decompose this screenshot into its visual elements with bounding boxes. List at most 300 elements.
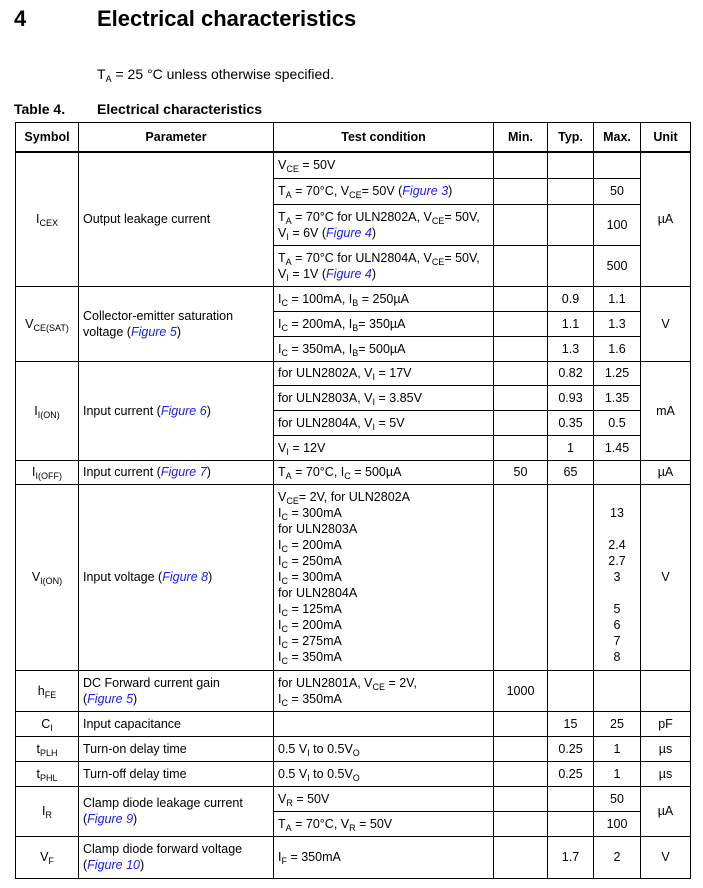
text: = 350mA [286, 850, 341, 864]
text: 5 [613, 602, 621, 616]
max-cell: 1 [594, 761, 641, 786]
text: Turn-off delay time [83, 766, 187, 781]
text: = 3.85V [375, 390, 422, 405]
min-cell [494, 836, 548, 878]
text: voltage ( [83, 324, 131, 339]
symbol-cell [16, 836, 79, 878]
figure-link[interactable]: Figure 4 [326, 266, 372, 281]
typ-cell [548, 484, 594, 670]
test-condition-cell [274, 670, 494, 711]
typ-cell [548, 786, 594, 811]
text: Input voltage ( [83, 570, 163, 584]
subscript: C [344, 471, 351, 481]
subscript: C [281, 347, 288, 358]
text: 7 [613, 634, 621, 648]
test-condition-cell [274, 204, 494, 245]
test-condition-cell [274, 152, 494, 178]
symbol-cell [16, 484, 79, 670]
text: Clamp diode leakage current [83, 796, 243, 810]
subscript: I [286, 272, 289, 283]
symbol-cell [16, 736, 79, 761]
unit-cell: µA [641, 786, 691, 836]
text: DC Forward current gain [83, 675, 220, 690]
typ-cell: 0.25 [548, 736, 594, 761]
test-condition-cell [274, 336, 494, 361]
text: = 50V, [444, 250, 480, 265]
column-header: Min. [494, 123, 548, 153]
subscript: I(ON) [40, 576, 63, 586]
figure-link[interactable]: Figure 8 [162, 570, 209, 584]
symbol-cell [16, 670, 79, 711]
text: 0.5 V [278, 766, 308, 781]
subscript: A [285, 215, 292, 226]
subscript: I(ON) [37, 409, 60, 420]
text: ) [133, 812, 138, 826]
min-cell [494, 336, 548, 361]
min-cell: 50 [494, 460, 548, 484]
test-condition-cell [274, 435, 494, 460]
subscript: CE [286, 496, 299, 506]
electrical-characteristics-table [15, 122, 691, 879]
column-header: Symbol [16, 123, 79, 153]
typ-cell: 0.25 [548, 761, 594, 786]
text: = 350mA [287, 691, 342, 706]
figure-link[interactable]: Figure 9 [87, 812, 134, 826]
symbol-cell [16, 786, 79, 836]
subscript: I [307, 747, 310, 758]
unit-cell: mA [641, 361, 691, 460]
min-cell [494, 711, 548, 736]
text: 2.4 [608, 538, 626, 552]
subscript: B [352, 347, 359, 358]
table-row [16, 670, 691, 711]
subscript: C [281, 297, 288, 308]
text: = 500µA [358, 341, 406, 356]
text: = 100mA, I [287, 291, 353, 306]
text: = 50V [292, 791, 330, 806]
subscript: C [281, 544, 288, 554]
text: = 200mA, I [287, 316, 353, 331]
table-row [16, 152, 691, 178]
subscript: I [372, 421, 376, 432]
text: = 250µA [358, 291, 409, 306]
max-cell: 500 [594, 245, 641, 286]
text: = 70°C for ULN2804A, V [291, 250, 432, 265]
parameter-cell [79, 484, 274, 670]
section-title: Electrical characteristics [97, 6, 357, 31]
max-cell: 1.6 [594, 336, 641, 361]
subscript: C [281, 322, 288, 333]
text: for ULN2803A [278, 522, 358, 536]
text: ( [83, 691, 88, 706]
column-header: Unit [641, 123, 691, 153]
subscript: A [285, 190, 292, 200]
figure-link[interactable]: Figure 6 [160, 403, 207, 418]
parameter-cell [79, 361, 274, 460]
table-row [16, 460, 691, 484]
column-header: Parameter [79, 123, 274, 153]
subscript: R [349, 822, 356, 833]
figure-link[interactable]: Figure 7 [160, 465, 207, 479]
subscript: C [281, 640, 288, 650]
symbol-cell [16, 361, 79, 460]
min-cell [494, 761, 548, 786]
text: V [278, 158, 287, 173]
text: for ULN2804A, V [278, 415, 373, 430]
symbol-cell [16, 286, 79, 361]
typ-cell [548, 204, 594, 245]
max-cell: 1.25 [594, 361, 641, 385]
text: I [278, 650, 282, 664]
subscript: PLH [39, 747, 58, 758]
text [615, 586, 618, 600]
typ-cell: 1.3 [548, 336, 594, 361]
subscript: A [285, 471, 292, 481]
max-cell: 1 [594, 736, 641, 761]
subscript: C [281, 560, 288, 570]
text: ) [371, 266, 377, 281]
text: ) [176, 324, 181, 339]
subscript: FE [44, 689, 57, 700]
text: V [278, 490, 287, 504]
text: = 275mA [287, 634, 342, 648]
table-row [16, 736, 691, 761]
text: T [278, 184, 286, 198]
text: I [278, 570, 282, 584]
text: V [278, 440, 287, 455]
min-cell [494, 435, 548, 460]
min-cell [494, 245, 548, 286]
test-condition-cell [274, 311, 494, 336]
text: T [97, 66, 106, 82]
text: = 12V [288, 440, 326, 455]
min-cell [494, 178, 548, 204]
subscript: C [281, 656, 288, 666]
text: = 70°C, I [291, 465, 345, 479]
max-cell: 1.45 [594, 435, 641, 460]
typ-cell: 0.35 [548, 410, 594, 435]
text: Clamp diode forward voltage [83, 842, 243, 856]
max-cell: 1.35 [594, 385, 641, 410]
text: ( [83, 812, 88, 826]
test-condition-cell [274, 484, 494, 670]
typ-cell: 1 [548, 435, 594, 460]
text: ) [133, 691, 138, 706]
figure-link[interactable]: Figure 4 [326, 225, 372, 240]
unit-cell: µs [641, 736, 691, 761]
text: for ULN2803A, V [278, 390, 373, 405]
min-cell [494, 311, 548, 336]
text: Input current ( [83, 403, 161, 418]
subscript: CE(SAT) [33, 322, 69, 333]
test-condition-cell [274, 385, 494, 410]
text: ) [139, 858, 145, 872]
min-cell [494, 286, 548, 311]
text: V [31, 570, 41, 584]
text: = 200mA [287, 538, 342, 552]
table-row [16, 484, 691, 670]
column-header: Test condition [274, 123, 494, 153]
figure-link[interactable]: Figure 5 [130, 324, 177, 339]
text: I [278, 316, 282, 331]
text [615, 522, 618, 536]
text: I [278, 618, 282, 632]
text: 8 [613, 650, 621, 664]
text: I [42, 804, 46, 818]
text: I [36, 212, 40, 227]
unit-cell: µA [641, 460, 691, 484]
figure-link[interactable]: Figure 3 [402, 184, 449, 198]
text: Turn-on delay time [83, 741, 187, 756]
min-cell [494, 385, 548, 410]
test-condition-cell [274, 836, 494, 878]
conditions-note [97, 66, 334, 82]
text: to 0.5V [309, 766, 353, 781]
table-label: Table 4. [14, 101, 66, 117]
test-condition-cell [274, 361, 494, 385]
table-row [16, 286, 691, 311]
text: 3 [613, 570, 621, 584]
typ-cell: 1.7 [548, 836, 594, 878]
test-condition-cell [274, 245, 494, 286]
text: = 17V [375, 366, 412, 380]
text: = 250mA [287, 554, 342, 568]
subscript: CEX [39, 218, 58, 229]
text: = 70°C, V [291, 184, 350, 198]
text: I [278, 850, 282, 864]
typ-cell: 1.1 [548, 311, 594, 336]
subscript: F [48, 856, 54, 866]
text: ) [208, 570, 213, 584]
unit-cell: µA [641, 152, 691, 286]
text: for ULN2804A [278, 586, 358, 600]
subscript: CE [431, 256, 445, 267]
subscript: I(OFF) [35, 471, 62, 481]
subscript: F [281, 856, 287, 866]
text: ) [206, 403, 211, 418]
text: t [36, 766, 40, 781]
max-cell [594, 152, 641, 178]
symbol-cell [16, 460, 79, 484]
test-condition-cell [274, 761, 494, 786]
text: ) [371, 225, 377, 240]
text: V [278, 791, 287, 806]
text: = 350µA [358, 316, 406, 331]
subscript: C [281, 624, 288, 634]
symbol-cell [16, 761, 79, 786]
max-cell: 100 [594, 811, 641, 836]
max-cell: 1.1 [594, 286, 641, 311]
parameter-cell [79, 711, 274, 736]
test-condition-cell [274, 286, 494, 311]
min-cell [494, 484, 548, 670]
table-row [16, 786, 691, 811]
subscript: CE [349, 190, 362, 200]
subscript: A [285, 822, 292, 833]
text: T [278, 209, 286, 224]
text: V [278, 266, 287, 281]
parameter-cell [79, 836, 274, 878]
max-cell: 25 [594, 711, 641, 736]
text: I [278, 506, 282, 520]
table-row [16, 711, 691, 736]
subscript: I [307, 772, 310, 783]
min-cell [494, 410, 548, 435]
text: 2.7 [608, 554, 626, 568]
text: ) [448, 184, 453, 198]
subscript: CE [431, 215, 445, 226]
text: V [40, 850, 49, 864]
text: I [278, 602, 282, 616]
test-condition-cell [274, 178, 494, 204]
subscript: O [352, 772, 360, 783]
text: I [32, 465, 36, 479]
subscript: C [281, 608, 288, 618]
subscript: C [281, 697, 288, 708]
text: = 70°C, V [291, 816, 350, 831]
text: Input capacitance [83, 716, 181, 731]
typ-cell: 15 [548, 711, 594, 736]
subscript: CE [372, 681, 386, 692]
subscript: I [372, 396, 376, 407]
test-condition-cell [274, 711, 494, 736]
parameter-cell [79, 761, 274, 786]
subscript: C [281, 512, 288, 522]
test-condition-cell [274, 736, 494, 761]
text: T [278, 465, 286, 479]
table-row [16, 761, 691, 786]
subscript: PHL [39, 772, 58, 783]
text: = 350mA [287, 650, 342, 664]
text: T [278, 816, 286, 831]
min-cell [494, 811, 548, 836]
text: = 2V, for ULN2802A [298, 490, 410, 504]
subscript: R [45, 810, 52, 820]
text: V [278, 225, 287, 240]
text: I [278, 691, 282, 706]
text: T [278, 250, 286, 265]
text: = 1V ( [288, 266, 327, 281]
max-cell: 0.5 [594, 410, 641, 435]
text: I [34, 403, 38, 418]
column-header: Max. [594, 123, 641, 153]
text: = 5V [375, 415, 405, 430]
subscript: B [352, 297, 359, 308]
text: for ULN2802A, V [278, 366, 373, 380]
typ-cell: 65 [548, 460, 594, 484]
typ-cell: 0.9 [548, 286, 594, 311]
text: = 200mA [287, 618, 342, 632]
section-heading [14, 6, 357, 32]
unit-cell: µs [641, 761, 691, 786]
max-cell [594, 460, 641, 484]
max-cell [594, 670, 641, 711]
unit-cell: V [641, 836, 691, 878]
table-header-row [16, 123, 691, 153]
test-condition-cell [274, 786, 494, 811]
text: = 50V ( [361, 184, 403, 198]
min-cell [494, 152, 548, 178]
text: = 25 °C unless otherwise specified. [111, 66, 334, 82]
typ-cell [548, 152, 594, 178]
text: 0.5 V [278, 741, 308, 756]
typ-cell: 0.93 [548, 385, 594, 410]
text: ( [83, 858, 88, 872]
min-cell [494, 736, 548, 761]
parameter-cell [79, 736, 274, 761]
text: = 300mA [287, 506, 342, 520]
typ-cell [548, 811, 594, 836]
typ-cell [548, 670, 594, 711]
table-title: Electrical characteristics [97, 101, 262, 117]
subscript: I [286, 446, 289, 457]
min-cell: 1000 [494, 670, 548, 711]
text: I [278, 538, 282, 552]
parameter-cell [79, 460, 274, 484]
figure-link[interactable]: Figure 10 [87, 858, 140, 872]
text: = 50V, [444, 209, 480, 224]
test-condition-cell [274, 460, 494, 484]
max-cell: 2 [594, 836, 641, 878]
parameter-cell [79, 670, 274, 711]
text: = 50V [298, 158, 336, 173]
max-cell: 100 [594, 204, 641, 245]
subscript: B [352, 322, 359, 333]
text: V [25, 316, 34, 331]
symbol-cell [16, 711, 79, 736]
parameter-cell [79, 286, 274, 361]
text: ) [206, 465, 211, 479]
text: = 350mA, I [287, 341, 353, 356]
text: I [278, 554, 282, 568]
table-caption [14, 101, 262, 117]
subscript: A [285, 256, 292, 267]
max-cell: 50 [594, 178, 641, 204]
text: = 6V ( [288, 225, 327, 240]
min-cell [494, 786, 548, 811]
text: 13 [610, 506, 624, 520]
text: = 500µA [350, 465, 402, 479]
figure-link[interactable]: Figure 5 [87, 691, 134, 706]
unit-cell: V [641, 286, 691, 361]
parameter-cell [79, 152, 274, 286]
text: for ULN2801A, V [278, 675, 373, 690]
table-row [16, 836, 691, 878]
column-header: Typ. [548, 123, 594, 153]
text: 6 [613, 618, 621, 632]
text: I [278, 634, 282, 648]
subscript: CE [286, 164, 299, 175]
text: t [36, 741, 40, 756]
min-cell [494, 204, 548, 245]
text: h [37, 683, 45, 698]
min-cell [494, 361, 548, 385]
subscript: R [286, 797, 293, 808]
subscript: I [50, 722, 53, 733]
test-condition-cell [274, 410, 494, 435]
text: = 50V [355, 816, 393, 831]
typ-cell: 0.82 [548, 361, 594, 385]
typ-cell [548, 178, 594, 204]
text: I [278, 341, 282, 356]
typ-cell [548, 245, 594, 286]
max-cell [594, 484, 641, 670]
section-number: 4 [14, 6, 27, 31]
unit-cell: pF [641, 711, 691, 736]
text: = 2V, [385, 675, 417, 690]
subscript: I [286, 231, 289, 242]
table-row [16, 361, 691, 385]
